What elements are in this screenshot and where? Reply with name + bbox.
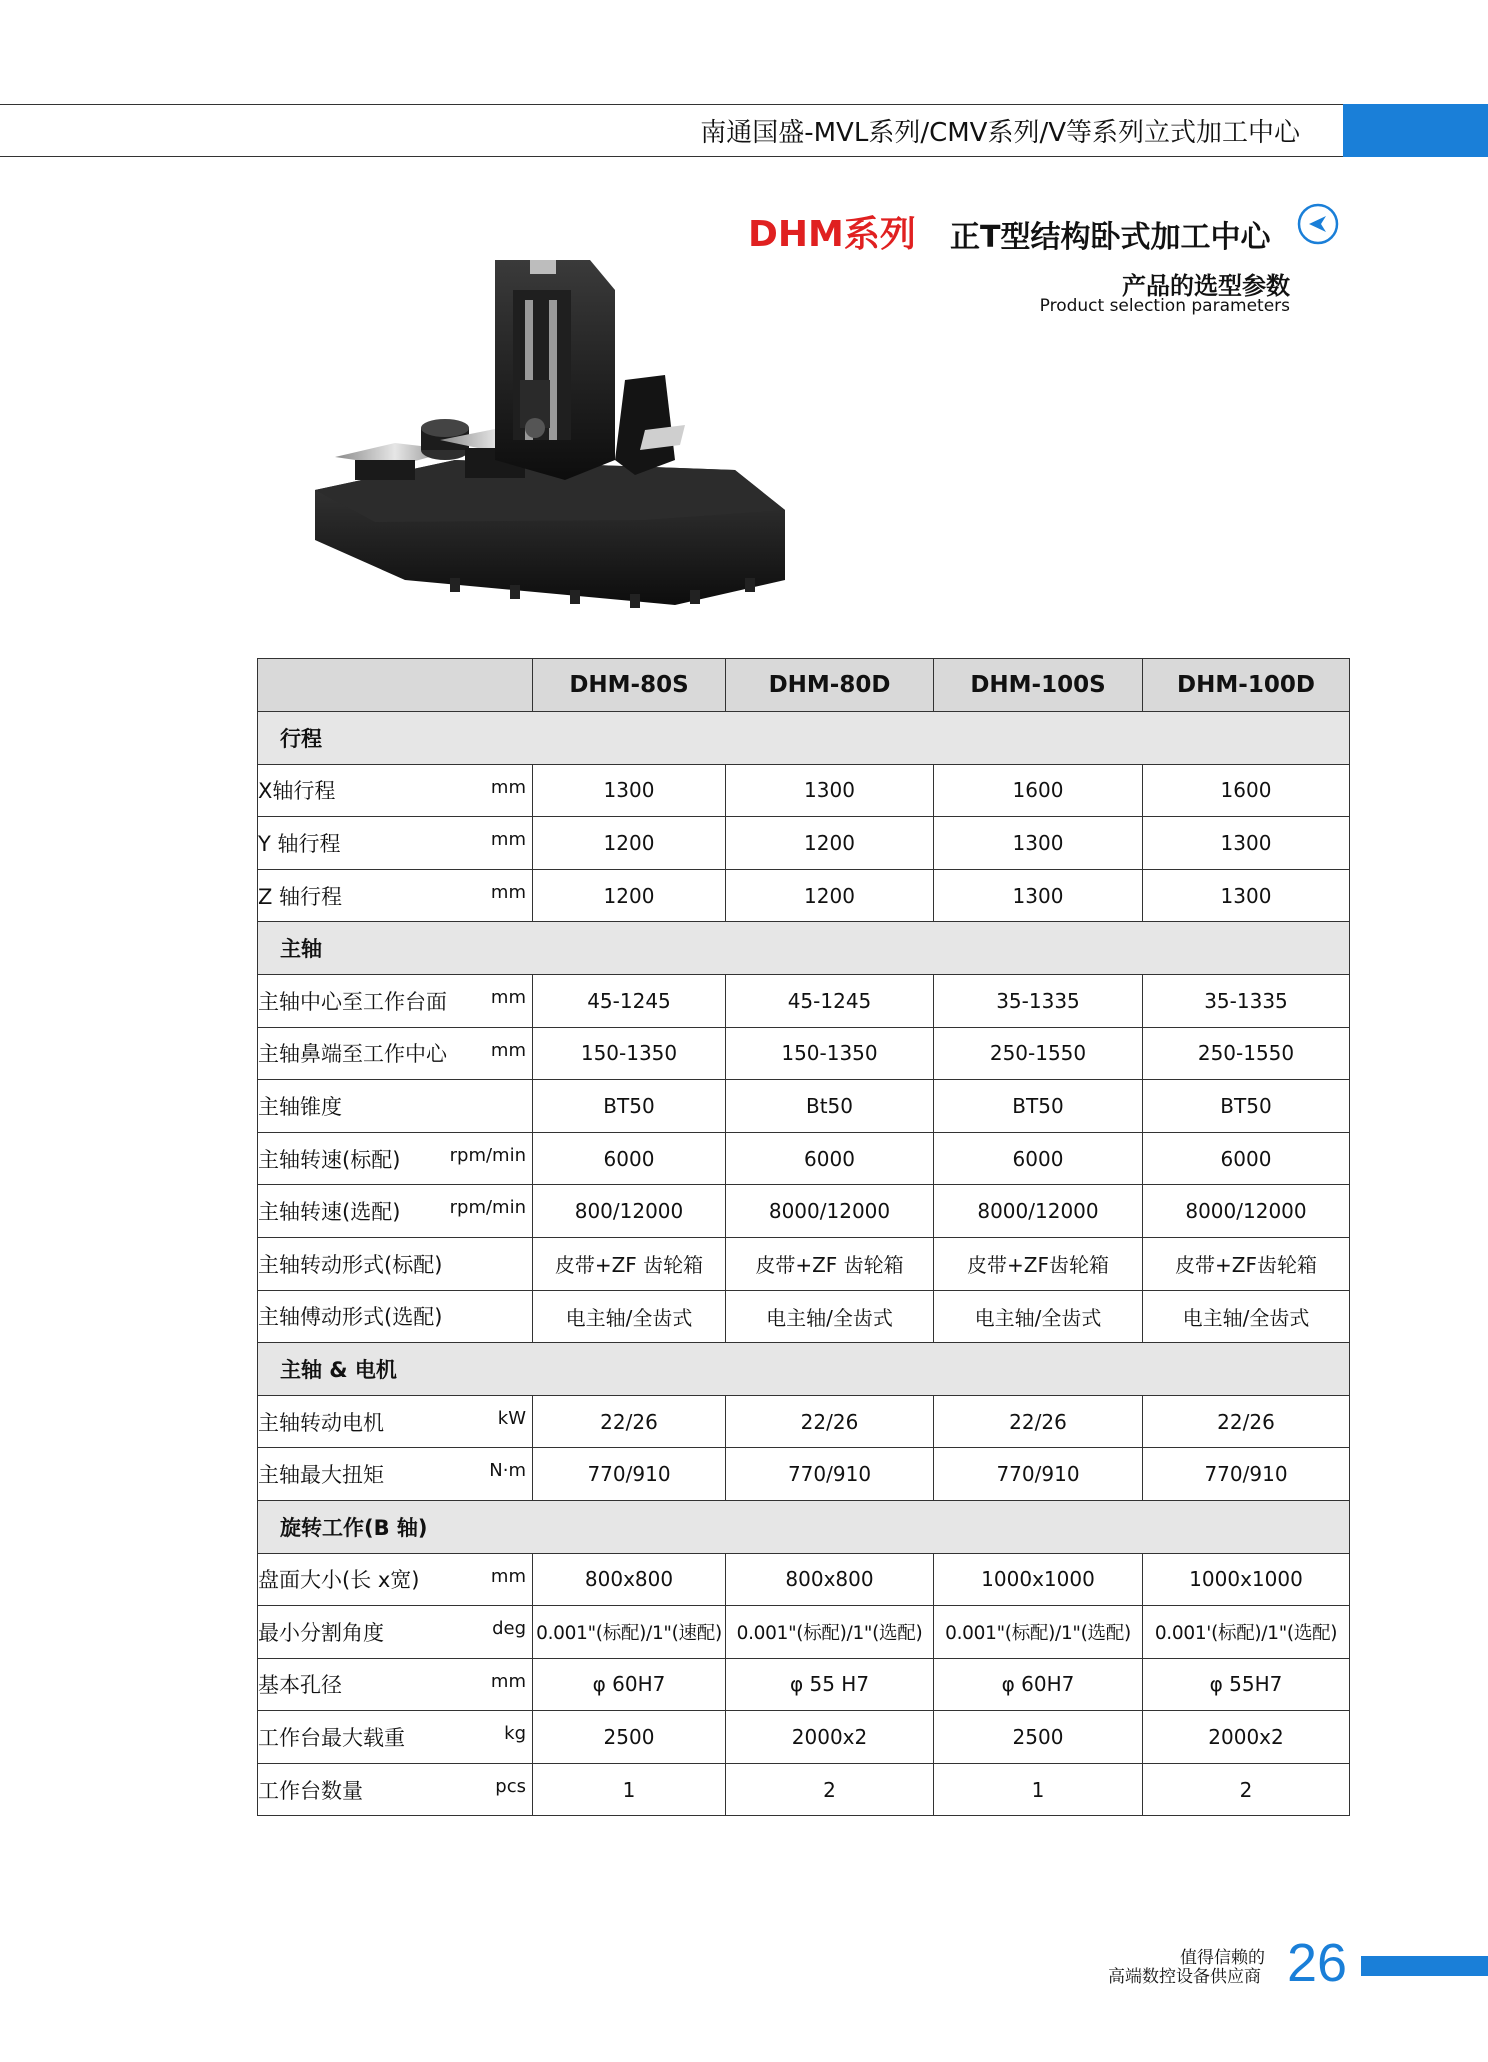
section-row	[258, 1500, 1350, 1553]
value-cell: 1300	[533, 764, 726, 817]
row-label-cell	[258, 1658, 533, 1711]
section-title: 主轴	[258, 922, 1350, 975]
row-label-cell	[258, 1448, 533, 1501]
value-cell: 2500	[934, 1711, 1143, 1764]
value-cell: 0.001"(标配)/1"(选配)	[934, 1606, 1143, 1659]
spec-table-body	[258, 712, 1350, 1816]
product-subtitle: 正T型结构卧式加工中心	[950, 220, 1271, 255]
row-label: Y 轴行程	[258, 831, 341, 856]
value-cell: 6000	[533, 1132, 726, 1185]
value-cell: 0.001"(标配)/1"(选配)	[726, 1606, 934, 1659]
row-label-cell	[258, 1553, 533, 1606]
value-cell: 2	[1143, 1763, 1350, 1816]
row-label: 主轴鼻端至工作中心	[258, 1042, 447, 1067]
row-label-cell	[258, 1080, 533, 1133]
value-cell: 0.001"(标配)/1"(速配)	[533, 1606, 726, 1659]
row-unit: N·m	[489, 1460, 526, 1482]
col-header: DHM-100D	[1143, 659, 1350, 712]
table-row	[258, 1290, 1350, 1343]
value-cell: φ 60H7	[934, 1658, 1143, 1711]
value-cell: 1300	[1143, 869, 1350, 922]
row-label: X轴行程	[258, 779, 336, 804]
row-label-cell	[258, 974, 533, 1027]
row-label-cell	[258, 1027, 533, 1080]
value-cell: 电主轴/全齿式	[726, 1290, 934, 1343]
selection-title-en: Product selection parameters	[1039, 296, 1290, 316]
value-cell: 1200	[726, 869, 934, 922]
value-cell: 电主轴/全齿式	[934, 1290, 1143, 1343]
value-cell: 45-1245	[533, 974, 726, 1027]
corner-cell	[258, 659, 533, 712]
value-cell: φ 60H7	[533, 1658, 726, 1711]
table-row	[258, 1080, 1350, 1133]
row-label: Z 轴行程	[258, 884, 343, 909]
value-cell: 250-1550	[1143, 1027, 1350, 1080]
section-title: 旋转工作(B 轴)	[258, 1500, 1350, 1553]
table-row	[258, 1658, 1350, 1711]
row-label: 主轴傅动形式(选配)	[258, 1305, 443, 1330]
table-header-row	[258, 659, 1350, 712]
row-unit: mm	[490, 1670, 526, 1692]
row-label-cell	[258, 1606, 533, 1659]
value-cell: 770/910	[934, 1448, 1143, 1501]
row-label-cell	[258, 869, 533, 922]
row-unit: kW	[497, 1407, 526, 1429]
value-cell: 1300	[934, 817, 1143, 870]
footer-slogan-line1: 值得信赖的	[1180, 1948, 1265, 1968]
value-cell: 150-1350	[533, 1027, 726, 1080]
value-cell: 22/26	[1143, 1395, 1350, 1448]
value-cell: 2	[726, 1763, 934, 1816]
value-cell: 250-1550	[934, 1027, 1143, 1080]
section-row	[258, 922, 1350, 975]
value-cell: 电主轴/全齿式	[533, 1290, 726, 1343]
value-cell: 1600	[934, 764, 1143, 817]
table-row	[258, 1553, 1350, 1606]
value-cell: 800x800	[726, 1553, 934, 1606]
value-cell: BT50	[934, 1080, 1143, 1133]
section-row	[258, 712, 1350, 765]
value-cell: 22/26	[726, 1395, 934, 1448]
value-cell: 1200	[533, 869, 726, 922]
value-cell: 800x800	[533, 1553, 726, 1606]
row-unit: rpm/min	[449, 1197, 526, 1219]
table-row	[258, 1027, 1350, 1080]
value-cell: 电主轴/全齿式	[1143, 1290, 1350, 1343]
row-label: 盘面大小(长 x宽)	[258, 1568, 420, 1593]
row-label: 主轴锥度	[258, 1094, 342, 1119]
row-label-cell	[258, 1711, 533, 1764]
table-row	[258, 817, 1350, 870]
row-label: 主轴最大扭矩	[258, 1463, 384, 1488]
value-cell: 1300	[1143, 817, 1350, 870]
col-header: DHM-80D	[726, 659, 934, 712]
row-unit: deg	[492, 1618, 526, 1640]
table-row	[258, 1448, 1350, 1501]
value-cell: 2500	[533, 1711, 726, 1764]
row-label-cell	[258, 1290, 533, 1343]
value-cell: 770/910	[726, 1448, 934, 1501]
section-row	[258, 1343, 1350, 1396]
value-cell: 皮带+ZF 齿轮箱	[533, 1237, 726, 1290]
value-cell: 770/910	[533, 1448, 726, 1501]
machine-image	[315, 260, 850, 620]
value-cell: 2000x2	[726, 1711, 934, 1764]
table-row	[258, 1606, 1350, 1659]
selection-title-cn: 产品的选型参数	[1122, 272, 1290, 300]
row-unit: mm	[490, 986, 526, 1008]
row-label-cell	[258, 817, 533, 870]
row-label: 主轴转动电机	[258, 1410, 384, 1435]
value-cell: 770/910	[1143, 1448, 1350, 1501]
table-row	[258, 1185, 1350, 1238]
value-cell: 1200	[533, 817, 726, 870]
row-label: 主轴转动形式(标配)	[258, 1252, 443, 1277]
row-unit: mm	[490, 829, 526, 851]
value-cell: 800/12000	[533, 1185, 726, 1238]
table-row	[258, 764, 1350, 817]
row-unit: rpm/min	[449, 1144, 526, 1166]
col-header: DHM-100S	[934, 659, 1143, 712]
value-cell: 8000/12000	[934, 1185, 1143, 1238]
row-unit: mm	[490, 881, 526, 903]
header-title: 南通国盛-MVL系列/CMV系列/V等系列立式加工中心	[700, 118, 1300, 148]
row-label-cell	[258, 1185, 533, 1238]
row-label: 工作台最大载重	[258, 1726, 405, 1751]
row-unit: mm	[490, 1565, 526, 1587]
value-cell: 6000	[726, 1132, 934, 1185]
section-title: 行程	[258, 712, 1350, 765]
value-cell: 1000x1000	[1143, 1553, 1350, 1606]
value-cell: 皮带+ZF齿轮箱	[1143, 1237, 1350, 1290]
value-cell: 1000x1000	[934, 1553, 1143, 1606]
spec-table	[257, 658, 1350, 1816]
value-cell: 35-1335	[1143, 974, 1350, 1027]
value-cell: 150-1350	[726, 1027, 934, 1080]
table-row	[258, 974, 1350, 1027]
value-cell: 22/26	[533, 1395, 726, 1448]
value-cell: φ 55H7	[1143, 1658, 1350, 1711]
value-cell: BT50	[1143, 1080, 1350, 1133]
value-cell: 45-1245	[726, 974, 934, 1027]
value-cell: 皮带+ZF齿轮箱	[934, 1237, 1143, 1290]
section-title: 主轴 & 电机	[258, 1343, 1350, 1396]
table-row	[258, 1395, 1350, 1448]
header-accent-bar	[1343, 104, 1488, 157]
value-cell: 1300	[726, 764, 934, 817]
value-cell: φ 55 H7	[726, 1658, 934, 1711]
table-row	[258, 869, 1350, 922]
page-number: 26	[1287, 1933, 1348, 1993]
row-label-cell	[258, 764, 533, 817]
row-unit: mm	[490, 776, 526, 798]
footer-slogan-line2: 高端数控设备供应商	[1108, 1967, 1261, 1987]
value-cell: Bt50	[726, 1080, 934, 1133]
value-cell: 0.001'(标配)/1"(选配)	[1143, 1606, 1350, 1659]
value-cell: 1	[934, 1763, 1143, 1816]
row-label-cell	[258, 1237, 533, 1290]
row-unit: pcs	[495, 1775, 526, 1797]
row-unit: mm	[490, 1039, 526, 1061]
row-label: 主轴转速(选配)	[258, 1200, 401, 1225]
value-cell: 1600	[1143, 764, 1350, 817]
table-row	[258, 1711, 1350, 1764]
value-cell: BT50	[533, 1080, 726, 1133]
value-cell: 8000/12000	[726, 1185, 934, 1238]
series-name: DHM系列	[748, 214, 916, 255]
header-rule-bottom	[0, 156, 1343, 157]
header-rule-top	[0, 104, 1343, 105]
table-row	[258, 1763, 1350, 1816]
back-arrow-icon	[1297, 203, 1339, 245]
value-cell: 2000x2	[1143, 1711, 1350, 1764]
value-cell: 35-1335	[934, 974, 1143, 1027]
value-cell: 1300	[934, 869, 1143, 922]
value-cell: 1200	[726, 817, 934, 870]
row-label-cell	[258, 1395, 533, 1448]
row-label: 工作台数量	[258, 1778, 363, 1803]
value-cell: 1	[533, 1763, 726, 1816]
table-row	[258, 1132, 1350, 1185]
table-row	[258, 1237, 1350, 1290]
value-cell: 6000	[934, 1132, 1143, 1185]
row-label-cell	[258, 1763, 533, 1816]
value-cell: 22/26	[934, 1395, 1143, 1448]
row-label: 基本孔径	[258, 1673, 342, 1698]
row-label-cell	[258, 1132, 533, 1185]
col-header: DHM-80S	[533, 659, 726, 712]
row-label: 主轴转速(标配)	[258, 1147, 401, 1172]
row-unit: kg	[504, 1723, 526, 1745]
value-cell: 8000/12000	[1143, 1185, 1350, 1238]
row-label: 主轴中心至工作台面	[258, 989, 447, 1014]
row-label: 最小分割角度	[258, 1620, 384, 1645]
footer-accent-bar	[1361, 1956, 1488, 1976]
value-cell: 皮带+ZF 齿轮箱	[726, 1237, 934, 1290]
value-cell: 6000	[1143, 1132, 1350, 1185]
